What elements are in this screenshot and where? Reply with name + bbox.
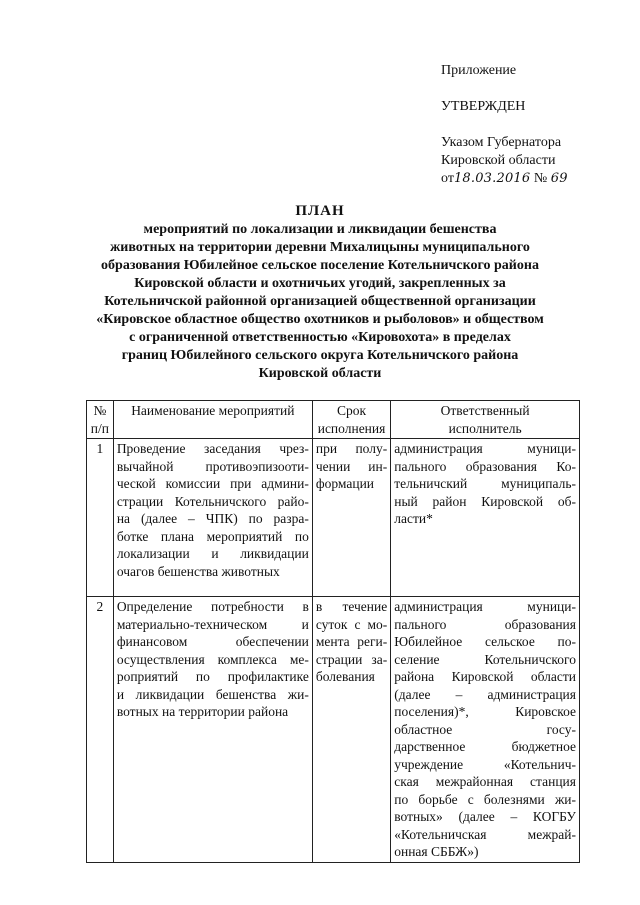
row-number: 1: [87, 439, 114, 597]
row-term: при полу- чении ин- формации: [312, 439, 390, 597]
row-exec: администрация муници- пального образования Юбилейное сельское по- селение Котельничского района Кировской области (далее – администрация поселения)*, Кировское областное госу- дарственное бюджетное учреждение «Котельнич- ская межрайонная станция по борьбе с болезнями жи- вотных» (далее – КОГБУ «Котельничская межрай- онная СББЖ»): [391, 597, 580, 863]
plan-heading: ПЛАН: [295, 203, 345, 219]
row-name: Проведение заседания чрез- вычайной противоэпизооти- ческой комиссии при админи- страции Котельничского райо- на (далее – ЧПК) по разра- ботке плана мероприятий по локализации и ликвидации очагов бешенства животных: [113, 439, 312, 597]
appendix-label: Приложение: [441, 63, 517, 78]
header-no: № п/п: [87, 401, 114, 439]
number-prefix: №: [533, 171, 548, 186]
row-term: в течение суток с мо- мента реги- страции за- болевания: [312, 597, 390, 863]
header-term: Срок исполнения: [312, 401, 390, 439]
row-name: Определение потребности в материально-техническом и финансовом обеспечении осуществления комплекса ме- роприятий по профилактике и ликвидации бешенства жи- вотных на территории района: [113, 597, 312, 863]
decree-line-1: Указом Губернатора: [441, 135, 562, 150]
row-number: 2: [87, 597, 114, 863]
plan-title: [62, 202, 578, 383]
title-line: границ Юбилейного сельского округа Котельничского района: [121, 348, 519, 363]
plan-table: [86, 400, 580, 863]
decree-date-number: [441, 170, 568, 188]
approval-block: [441, 62, 568, 188]
header-name: Наименование мероприятий: [113, 401, 312, 439]
decree-line-2: Кировской области: [441, 153, 556, 168]
row-exec: администрация муници- пального образования Ко- тельничский муниципаль- ный район Кировской об- ласти*: [391, 439, 580, 597]
title-line: с ограниченной ответственностью «Кировохота» в пределах: [129, 330, 511, 345]
handwritten-number: 69: [550, 171, 568, 186]
title-line: «Кировское областное общество охотников и рыболовов» и обществом: [96, 312, 544, 327]
approved-label: УТВЕРЖДЕН: [441, 99, 526, 114]
table-row: [87, 439, 580, 597]
title-line: мероприятий по локализации и ликвидации бешенства: [143, 222, 497, 237]
title-line: животных на территории деревни Михалицыны муниципального: [110, 240, 530, 255]
title-line: образования Юбилейное сельское поселение Котельничского района: [101, 258, 539, 273]
title-line: Котельничской районной организацией общественной организации: [104, 294, 536, 309]
title-line: Кировской области: [258, 366, 382, 381]
table-header-row: [87, 401, 580, 439]
from-prefix: от: [441, 171, 454, 186]
title-line: Кировской области и охотничьих угодий, закрепленных за: [134, 276, 506, 291]
header-exec: Ответственный исполнитель: [391, 401, 580, 439]
handwritten-date: 18.03.2016: [453, 171, 531, 186]
table-row: [87, 597, 580, 863]
